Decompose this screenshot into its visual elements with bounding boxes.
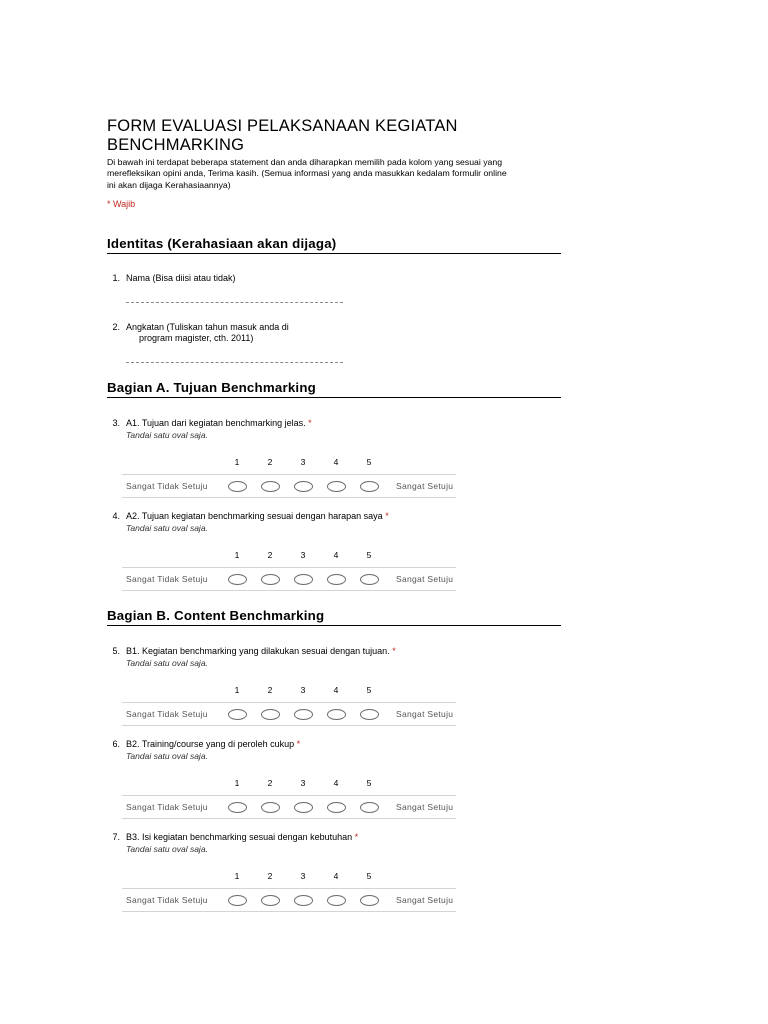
scale-point-4-label: 4 [333,685,339,695]
scale-point-5-label: 5 [366,778,372,788]
question-text-body: B1. Kegiatan benchmarking yang dilakukan sesuai dengan tujuan. [126,646,390,656]
description-line3: ini akan dijaga Kerahasiaannya) [107,179,231,190]
scale-right-label: Sangat Setuju [396,802,454,812]
rating-oval-2[interactable] [261,481,280,492]
question-text-line2: program magister, cth. 2011) [139,333,254,343]
question-text-body: B2. Training/course yang di peroleh cukup [126,739,295,749]
required-asterisk: * [296,739,301,749]
scale-point-4-label: 4 [333,457,339,467]
rating-oval-1[interactable] [228,574,247,585]
required-asterisk: * [354,832,359,842]
question-number: 1. [112,273,120,283]
rating-oval-3[interactable] [294,709,313,720]
question-number: 3. [112,418,120,428]
question-text: Nama (Bisa diisi atau tidak) [126,273,236,283]
scale-point-3-label: 3 [300,550,306,560]
required-note: * Wajib [107,199,136,209]
scale-right-label: Sangat Setuju [396,709,454,719]
scale-hint: Tandai satu oval saja. [126,844,208,854]
scale-point-5-label: 5 [366,685,372,695]
rating-oval-5[interactable] [360,709,379,720]
required-asterisk: * [392,646,396,656]
scale-hint: Tandai satu oval saja. [126,751,208,761]
rating-oval-1[interactable] [228,802,247,813]
scale-point-2-label: 2 [267,685,273,695]
scale-point-3-label: 3 [300,871,306,881]
description-line1: Di bawah ini terdapat beberapa statement dan anda diharapkan memilih pada kolom yang sesuai yang [107,157,503,167]
question-text [126,418,312,429]
scale-point-4-label: 4 [333,778,339,788]
required-asterisk: * [385,511,389,521]
scale-point-3-label: 3 [300,457,306,467]
scale-point-1-label: 1 [234,778,240,788]
question-number: 6. [112,739,120,749]
scale-point-1-label: 1 [234,457,240,467]
angkatan-answer-field[interactable] [126,362,343,363]
rating-oval-4[interactable] [327,574,346,585]
scale-point-3-label: 3 [300,778,306,788]
scale-left-label: Sangat Tidak Setuju [126,802,208,812]
scale-point-5-label: 5 [366,457,372,467]
question-number: 4. [112,511,120,521]
question-text [126,739,300,750]
description-line2: merefleksikan opini anda, Terima kasih. (Semua informasi yang anda masukkan kedalam formulir online [107,168,507,179]
scale-right-label: Sangat Setuju [396,481,454,491]
question-text-body: A1. Tujuan dari kegiatan benchmarking jelas. [126,418,306,428]
question-text [126,832,358,843]
question-text [126,322,289,344]
rating-oval-2[interactable] [261,709,280,720]
section-identitas: Identitas (Kerahasiaan akan dijaga) [107,236,561,254]
scale-point-5-label: 5 [366,550,372,560]
rating-oval-3[interactable] [294,802,313,813]
form-title [107,117,567,155]
rating-oval-4[interactable] [327,709,346,720]
scale-point-1-label: 1 [234,685,240,695]
rating-oval-2[interactable] [261,802,280,813]
nama-answer-field[interactable] [126,302,343,303]
rating-oval-4[interactable] [327,802,346,813]
section-bagian-b: Bagian B. Content Benchmarking [107,608,561,626]
scale-point-2-label: 2 [267,871,273,881]
question-number: 2. [112,322,120,332]
question-number: 5. [112,646,120,656]
scale-hint: Tandai satu oval saja. [126,430,208,440]
form-description [107,157,557,191]
scale-point-4-label: 4 [333,550,339,560]
scale-point-2-label: 2 [267,457,273,467]
question-text [126,646,396,657]
rating-oval-4[interactable] [327,895,346,906]
scale-point-2-label: 2 [267,778,273,788]
rating-oval-2[interactable] [261,574,280,585]
rating-oval-5[interactable] [360,895,379,906]
scale-left-label: Sangat Tidak Setuju [126,574,208,584]
question-text-line1: Angkatan (Tuliskan tahun masuk anda di [126,322,289,332]
rating-oval-4[interactable] [327,481,346,492]
scale-point-3-label: 3 [300,685,306,695]
scale-right-label: Sangat Setuju [396,574,454,584]
rating-oval-3[interactable] [294,574,313,585]
scale-left-label: Sangat Tidak Setuju [126,709,208,719]
question-text-body: A2. Tujuan kegiatan benchmarking sesuai dengan harapan saya [126,511,383,521]
rating-oval-1[interactable] [228,895,247,906]
form-title-line1: FORM EVALUASI PELAKSANAAN KEGIATAN [107,117,458,135]
scale-point-1-label: 1 [234,871,240,881]
scale-left-label: Sangat Tidak Setuju [126,895,208,905]
scale-point-5-label: 5 [366,871,372,881]
scale-left-label: Sangat Tidak Setuju [126,481,208,491]
required-asterisk: * [308,418,312,428]
rating-oval-5[interactable] [360,481,379,492]
scale-point-2-label: 2 [267,550,273,560]
scale-point-1-label: 1 [234,550,240,560]
question-text [126,511,389,522]
form-title-line2: BENCHMARKING [107,136,245,154]
rating-oval-5[interactable] [360,802,379,813]
rating-oval-3[interactable] [294,895,313,906]
scale-right-label: Sangat Setuju [396,895,454,905]
question-text-body: B3. Isi kegiatan benchmarking sesuai dengan kebutuhan [126,832,353,842]
rating-oval-1[interactable] [228,709,247,720]
rating-oval-2[interactable] [261,895,280,906]
rating-oval-1[interactable] [228,481,247,492]
section-bagian-a: Bagian A. Tujuan Benchmarking [107,380,561,398]
rating-oval-3[interactable] [294,481,313,492]
rating-oval-5[interactable] [360,574,379,585]
scale-hint: Tandai satu oval saja. [126,658,208,668]
scale-hint: Tandai satu oval saja. [126,523,208,533]
scale-point-4-label: 4 [333,871,339,881]
question-number: 7. [112,832,120,842]
